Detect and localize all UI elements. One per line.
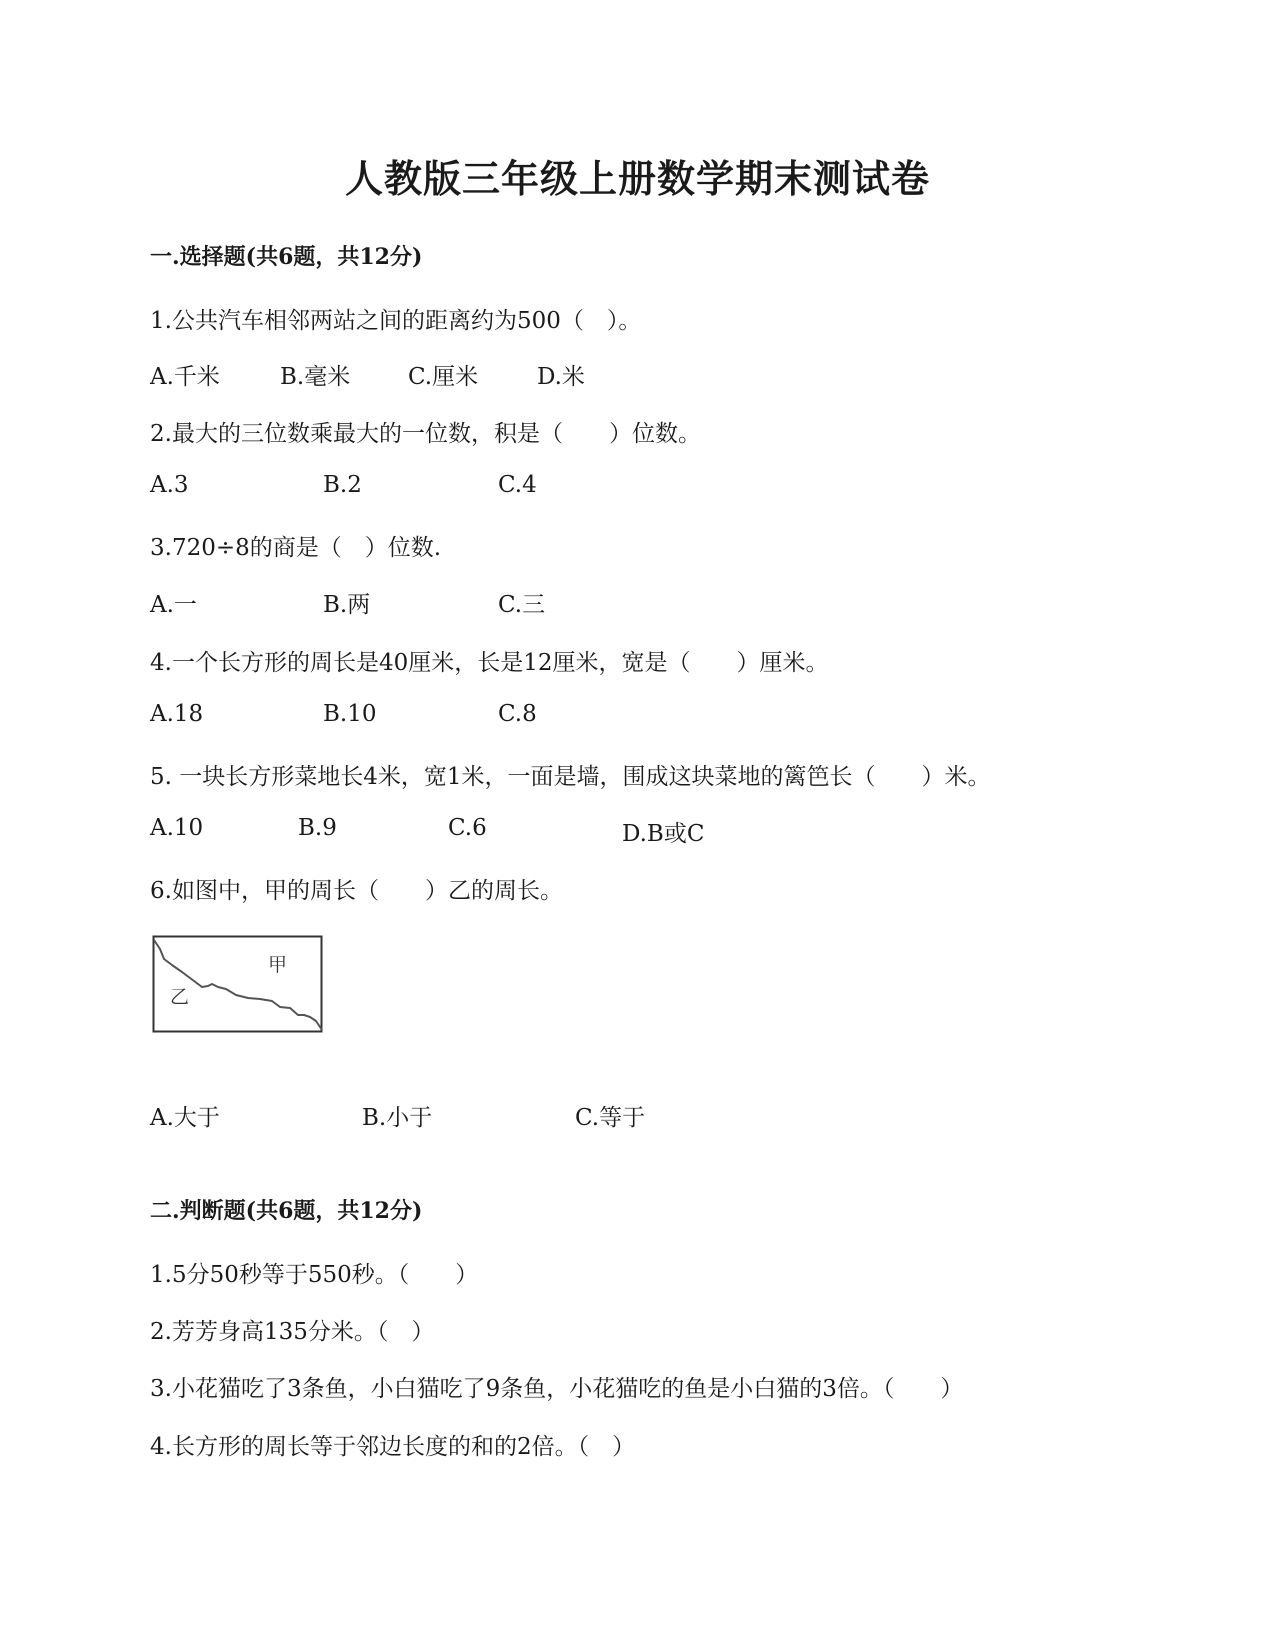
q2-option-c: C.4 [498, 472, 537, 498]
question-4-text: 4.一个长方形的周长是40厘米，长是12厘米，宽是（ ）厘米。 [150, 650, 829, 676]
perimeter-figure [152, 935, 324, 1035]
q4-option-c: C.8 [498, 701, 537, 727]
question-2-text: 2.最大的三位数乘最大的一位数，积是（ ）位数。 [150, 421, 701, 447]
q5-option-b: B.9 [298, 815, 337, 841]
judgment-question-3: 3.小花猫吃了3条鱼，小白猫吃了9条鱼，小花猫吃的鱼是小白猫的3倍。（ ） [150, 1376, 964, 1402]
q1-option-d: D.米 [537, 364, 585, 390]
q2-option-b: B.2 [323, 472, 362, 498]
q4-option-a: A.18 [150, 701, 204, 727]
q6-option-b: B.小于 [362, 1105, 433, 1131]
region-label-jia: 甲 [268, 954, 288, 976]
section-heading-choice: 一.选择题(共6题，共12分) [150, 244, 423, 270]
section-heading-judgment: 二.判断题(共6题，共12分) [150, 1198, 423, 1224]
q6-option-a: A.大于 [150, 1105, 220, 1131]
q3-option-b: B.两 [323, 592, 371, 618]
page-title: 人教版三年级上册数学期末测试卷 [344, 156, 930, 201]
judgment-question-2: 2.芳芳身高135分米。（ ） [150, 1319, 435, 1345]
q5-option-d: D.B或C [622, 821, 705, 847]
dividing-curve [154, 940, 322, 1030]
q5-option-c: C.6 [448, 815, 487, 841]
q1-option-a: A.千米 [150, 364, 220, 390]
q3-option-c: C.三 [498, 592, 546, 618]
figure-rectangle-border [154, 937, 322, 1032]
question-3-text: 3.720÷8的商是（ ）位数. [150, 535, 442, 561]
q6-option-c: C.等于 [575, 1105, 646, 1131]
question-1-text: 1.公共汽车相邻两站之间的距离约为500（ ）。 [150, 308, 642, 334]
judgment-question-4: 4.长方形的周长等于邻边长度的和的2倍。（ ） [150, 1434, 636, 1460]
q3-option-a: A.一 [150, 592, 197, 618]
question-5-text: 5. 一块长方形菜地长4米，宽1米，一面是墙，围成这块菜地的篱笆长（ ）米。 [150, 764, 991, 790]
question-6-text: 6.如图中，甲的周长（ ）乙的周长。 [150, 878, 563, 904]
q2-option-a: A.3 [150, 472, 189, 498]
q1-option-b: B.毫米 [280, 364, 351, 390]
q4-option-b: B.10 [323, 701, 377, 727]
region-label-yi: 乙 [170, 986, 190, 1008]
judgment-question-1: 1.5分50秒等于550秒。（ ） [150, 1262, 479, 1288]
q5-option-a: A.10 [150, 815, 204, 841]
q1-option-c: C.厘米 [408, 364, 479, 390]
